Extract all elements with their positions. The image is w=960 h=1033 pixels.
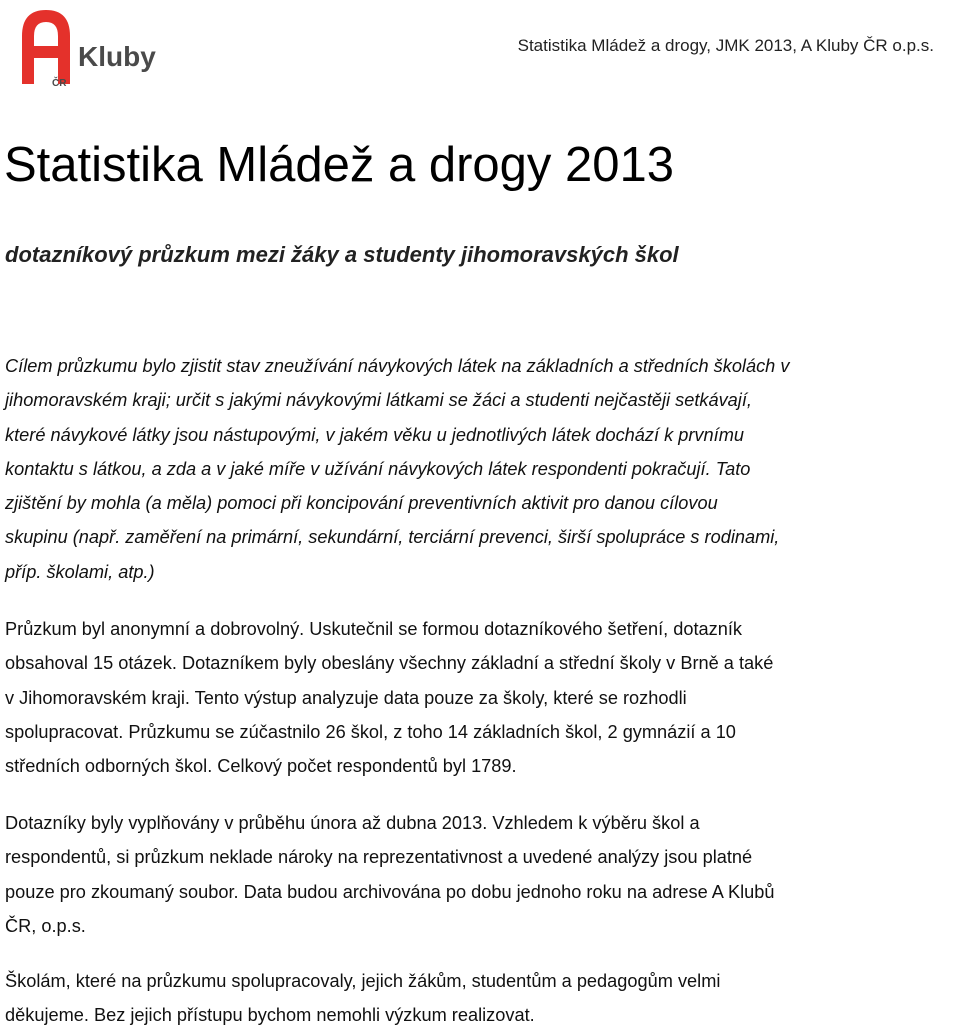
running-title: Statistika Mládež a drogy, JMK 2013, A Kluby ČR o.p.s.: [517, 36, 934, 55]
text-line: v Jihomoravském kraji. Tento výstup analyzuje data pouze za školy, které se rozhodli: [5, 687, 687, 708]
text-line: ČR, o.p.s.: [5, 915, 86, 936]
text-line: spolupracovat. Průzkumu se zúčastnilo 26 škol, z toho 14 základních škol, 2 gymnázií a 10: [5, 721, 736, 742]
logo-text: Kluby: [78, 41, 156, 72]
text-line: zjištění by mohla (a měla) pomoci při koncipování preventivních aktivit pro danou cílovou: [5, 493, 718, 514]
text-line: děkujeme. Bez jejich přístupu bychom nemohli výzkum realizovat.: [5, 1005, 535, 1026]
logo-subtext: ČR: [52, 78, 67, 88]
paragraph-aim: [5, 349, 958, 589]
paragraph-thanks: [5, 964, 958, 1033]
text-line: Dotazníky byly vyplňovány v průběhu února až dubna 2013. Vzhledem k výběru škol a: [5, 813, 700, 833]
paragraph-period: [5, 806, 958, 943]
logo-a-shape: [22, 10, 70, 84]
text-line: skupinu (např. zaměření na primární, sekundární, terciární prevenci, širší spolupráce s rodinami,: [5, 527, 780, 548]
text-line: které návykové látky jsou nástupovými, v jakém věku u jednotlivých látek dochází k prvnímu: [5, 424, 744, 445]
text-line: respondentů, si průzkum neklade nároky na reprezentativnost a uvedené analýzy jsou platné: [5, 847, 753, 868]
page-title: Statistika Mládež a drogy 2013: [4, 138, 675, 192]
text-line: Cílem průzkumu bylo zjistit stav zneužívání návykových látek na základních a středních školách v: [5, 356, 790, 376]
page-subtitle: dotazníkový průzkum mezi žáky a studenty jihomoravských škol: [5, 242, 679, 267]
text-line: jihomoravském kraji; určit s jakými návykovými látkami se žáci a studenti nejčastěji setkávají,: [5, 390, 752, 411]
text-line: příp. školami, atp.): [5, 561, 155, 582]
logo-graphic: [16, 6, 166, 88]
paragraph-method: [5, 612, 958, 783]
page-header: [0, 0, 960, 95]
text-line: Školám, které na průzkumu spolupracovaly, jejich žákům, studentům a pedagogům velmi: [5, 971, 721, 991]
text-line: obsahoval 15 otázek. Dotazníkem byly obeslány všechny základní a střední školy v Brně a také: [5, 653, 774, 674]
text-line: středních odborných škol. Celkový počet respondentů byl 1789.: [5, 756, 517, 777]
a-kluby-logo: [16, 6, 166, 88]
text-line: kontaktu s látkou, a zda a v jaké míře v užívání návykových látek respondenti pokračují. Tato: [5, 458, 751, 479]
text-line: pouze pro zkoumaný soubor. Data budou archivována po dobu jednoho roku na adrese A Klubů: [5, 881, 775, 902]
text-line: Průzkum byl anonymní a dobrovolný. Uskutečnil se formou dotazníkového šetření, dotazník: [5, 619, 742, 639]
